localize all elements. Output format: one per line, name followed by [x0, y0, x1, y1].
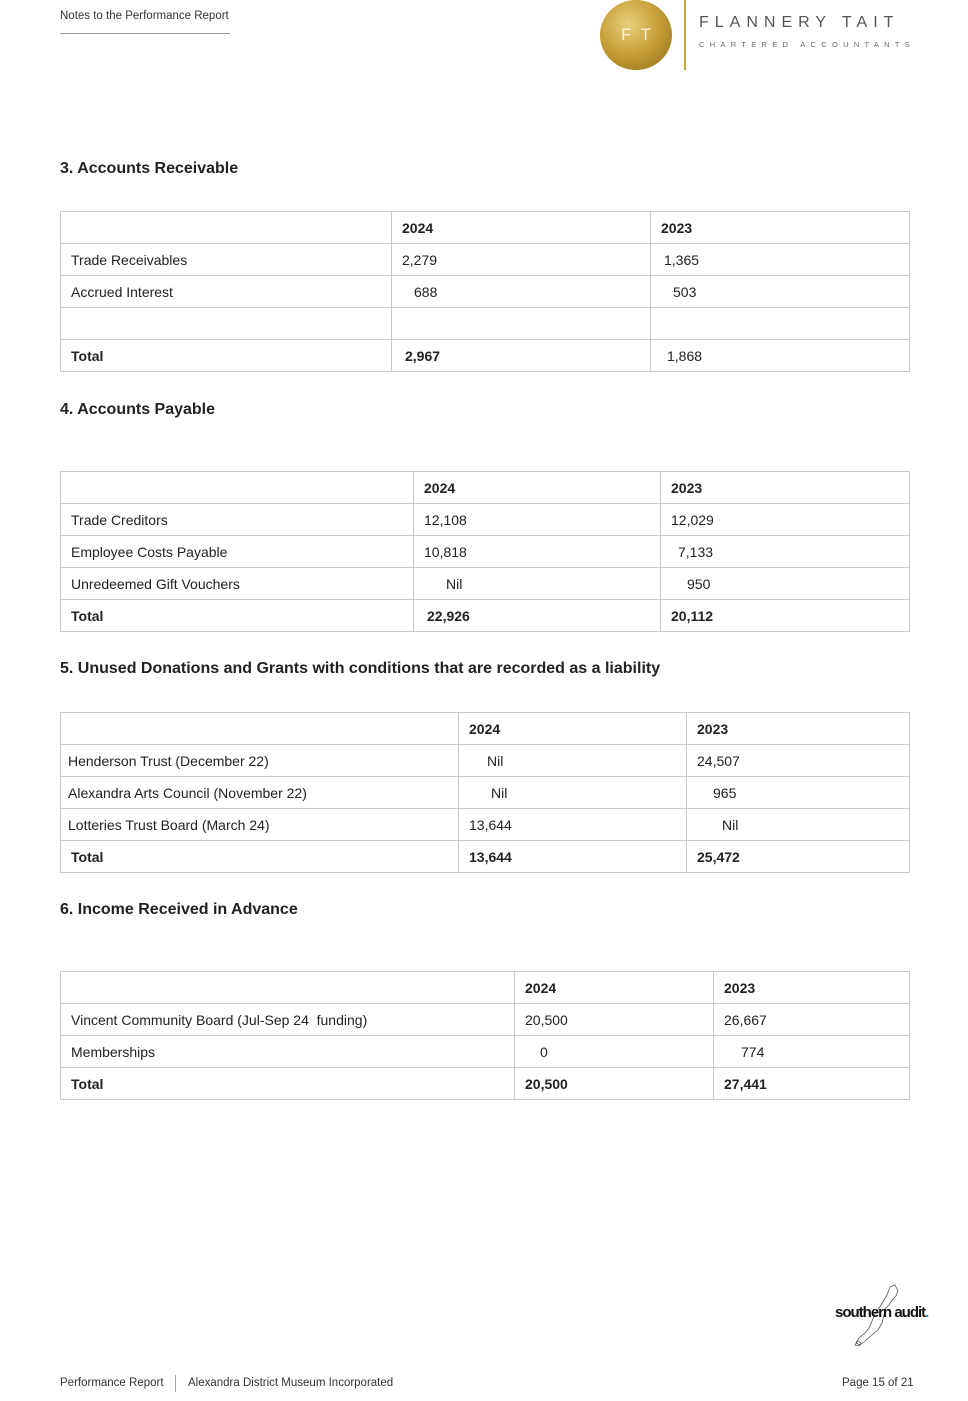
page-number: Page 15 of 21 [842, 1377, 914, 1389]
footer-report-name: Performance Report [60, 1377, 164, 1389]
table-row [61, 1004, 910, 1036]
header-rule [60, 33, 230, 34]
value-2024: 13,644 [459, 809, 687, 841]
footer-organisation: Alexandra District Museum Incorporated [188, 1377, 394, 1389]
total-2023: 25,472 [687, 841, 910, 873]
total-row [61, 340, 910, 372]
value-2024 [392, 308, 651, 340]
value-2024: 12,108 [414, 504, 661, 536]
table-header-row [61, 713, 910, 745]
section-title-accounts-payable: 4. Accounts Payable [60, 401, 216, 418]
southern-audit-logo: southern audit. [835, 1304, 929, 1321]
table-header-row [61, 972, 910, 1004]
total-2024: 22,926 [414, 600, 661, 632]
table-row [61, 777, 910, 809]
value-2023: 26,667 [714, 1004, 910, 1036]
row-label: Accrued Interest [61, 276, 392, 308]
total-label: Total [61, 600, 414, 632]
header-cell [61, 972, 515, 1004]
row-label: Lotteries Trust Board (March 24) [61, 809, 459, 841]
row-label: Henderson Trust (December 22) [61, 745, 459, 777]
row-label: Trade Creditors [61, 504, 414, 536]
accounts-receivable-table [60, 211, 910, 372]
total-2024: 20,500 [515, 1068, 714, 1100]
value-2023: 7,133 [661, 536, 910, 568]
total-2024: 2,967 [392, 340, 651, 372]
logo-divider [684, 0, 686, 70]
section-title-accounts-receivable: 3. Accounts Receivable [60, 160, 239, 177]
table-header-row [61, 472, 910, 504]
header-cell-2024: 2024 [414, 472, 661, 504]
total-label: Total [61, 1068, 515, 1100]
value-2024: 0 [515, 1036, 714, 1068]
header-cell-2023: 2023 [651, 212, 910, 244]
firm-subtitle: CHARTERED ACCOUNTANTS [699, 40, 916, 49]
header-cell [61, 212, 392, 244]
header-cell [61, 713, 459, 745]
value-2024: 20,500 [515, 1004, 714, 1036]
total-2023: 1,868 [651, 340, 910, 372]
table-row [61, 308, 910, 340]
value-2023: 24,507 [687, 745, 910, 777]
value-2024: 10,818 [414, 536, 661, 568]
table-row [61, 809, 910, 841]
header-cell-2024: 2024 [392, 212, 651, 244]
table-row [61, 745, 910, 777]
table-row [61, 504, 910, 536]
row-label: Vincent Community Board (Jul-Sep 24 funding) [61, 1004, 515, 1036]
header-cell-2023: 2023 [687, 713, 910, 745]
row-label: Trade Receivables [61, 244, 392, 276]
total-row [61, 841, 910, 873]
section-title-unused-donations: 5. Unused Donations and Grants with conditions that are recorded as a liability [60, 660, 661, 677]
header-cell-2023: 2023 [714, 972, 910, 1004]
running-header: Notes to the Performance Report [60, 10, 229, 22]
total-2024: 13,644 [459, 841, 687, 873]
row-label: Alexandra Arts Council (November 22) [61, 777, 459, 809]
footer-divider [175, 1375, 176, 1392]
unused-donations-table [60, 712, 910, 873]
table-row [61, 276, 910, 308]
value-2024: Nil [459, 777, 687, 809]
value-2023: 12,029 [661, 504, 910, 536]
row-label: Employee Costs Payable [61, 536, 414, 568]
value-2024: 2,279 [392, 244, 651, 276]
header-cell-2024: 2024 [515, 972, 714, 1004]
total-label: Total [61, 340, 392, 372]
value-2023: Nil [687, 809, 910, 841]
value-2024: Nil [414, 568, 661, 600]
header-cell [61, 472, 414, 504]
table-row [61, 1036, 910, 1068]
header-cell-2024: 2024 [459, 713, 687, 745]
table-row [61, 536, 910, 568]
table-row [61, 244, 910, 276]
header-cell-2023: 2023 [661, 472, 910, 504]
value-2023: 1,365 [651, 244, 910, 276]
value-2023: 503 [651, 276, 910, 308]
total-row [61, 1068, 910, 1100]
row-label [61, 308, 392, 340]
total-2023: 27,441 [714, 1068, 910, 1100]
value-2023 [651, 308, 910, 340]
row-label: Unredeemed Gift Vouchers [61, 568, 414, 600]
firm-name: FLANNERY TAIT [699, 14, 900, 31]
total-row [61, 600, 910, 632]
income-in-advance-table [60, 971, 910, 1100]
table-row [61, 568, 910, 600]
table-header-row [61, 212, 910, 244]
total-2023: 20,112 [661, 600, 910, 632]
flannery-tait-logo-icon: FT [600, 0, 672, 70]
accounts-payable-table [60, 471, 910, 632]
value-2023: 965 [687, 777, 910, 809]
row-label: Memberships [61, 1036, 515, 1068]
value-2023: 950 [661, 568, 910, 600]
total-label: Total [61, 841, 459, 873]
value-2023: 774 [714, 1036, 910, 1068]
value-2024: 688 [392, 276, 651, 308]
section-title-income-in-advance: 6. Income Received in Advance [60, 901, 298, 918]
value-2024: Nil [459, 745, 687, 777]
